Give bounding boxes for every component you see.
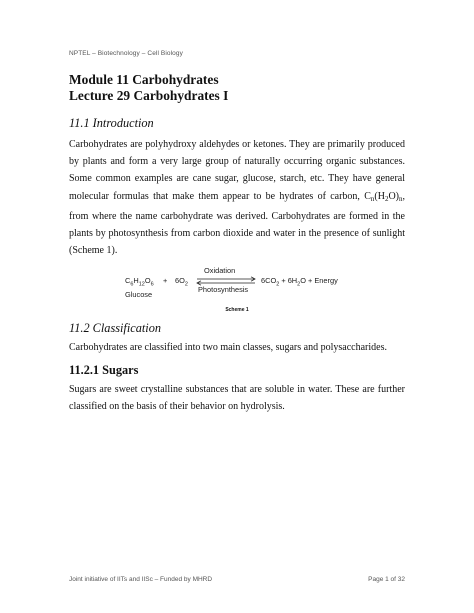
intro-sub-n: n bbox=[370, 194, 375, 203]
reaction-scheme bbox=[69, 263, 405, 303]
scheme-caption: Scheme 1 bbox=[225, 307, 249, 314]
lecture-title: Lecture 29 Carbohydrates I bbox=[69, 88, 229, 103]
plus-sign: + bbox=[163, 276, 168, 286]
intro-text-4: , from where the name carbohydrate was derived. Carbohydrates are formed in the plants by photosynthesis from carbon dioxide and water in the presence of sunlight (Scheme 1). bbox=[69, 190, 405, 257]
module-title: Module 11 Carbohydrates bbox=[69, 72, 219, 87]
page-content bbox=[69, 64, 405, 415]
introduction-paragraph bbox=[69, 136, 405, 259]
section-heading-introduction: 11.1 Introduction bbox=[69, 116, 154, 130]
oxygen-formula: $6O_2$ bbox=[175, 276, 188, 288]
intro-text-2: (H bbox=[374, 190, 385, 202]
reaction-label-oxidation: Oxidation bbox=[204, 266, 236, 276]
intro-sub-n2: n bbox=[399, 194, 403, 203]
intro-text-1: Carbohydrates are polyhydroxy aldehydes or ketones. They are primarily produced by plants and form a very large group of naturally occurring organic substances. Some common examples are cane sugar, glucose, starch, etc. They have general molecular formulas that make them appear to be hydrates of carbon, C bbox=[69, 139, 405, 202]
reaction-label-photosynthesis: Photosynthesis bbox=[198, 285, 249, 295]
intro-sub-2: 2 bbox=[384, 194, 389, 203]
page-number: Page 1 of 32 bbox=[368, 576, 405, 583]
reaction-products: $6CO_2 + 6H_2O$ + Energy bbox=[261, 276, 338, 288]
footer-credit: Joint initiative of IITs and IISc – Funded by MHRD bbox=[69, 576, 213, 583]
section-heading-classification: 11.2 Classification bbox=[69, 321, 162, 336]
running-header: NPTEL – Biotechnology – Cell Biology bbox=[69, 50, 183, 57]
glucose-formula: $C_6H_{12}O_6$ bbox=[125, 276, 154, 288]
sugars-paragraph: Sugars are sweet crystalline substances that are soluble in water. These are further classified on the basis of their behavior on hydrolysis. bbox=[69, 383, 405, 412]
section-heading-sugars: 11.2.1 Sugars bbox=[69, 362, 139, 377]
glucose-label: Glucose bbox=[125, 290, 153, 300]
classification-paragraph: Carbohydrates are classified into two main classes, sugars and polysaccharides. bbox=[69, 342, 387, 354]
intro-text-3: O) bbox=[388, 190, 399, 202]
